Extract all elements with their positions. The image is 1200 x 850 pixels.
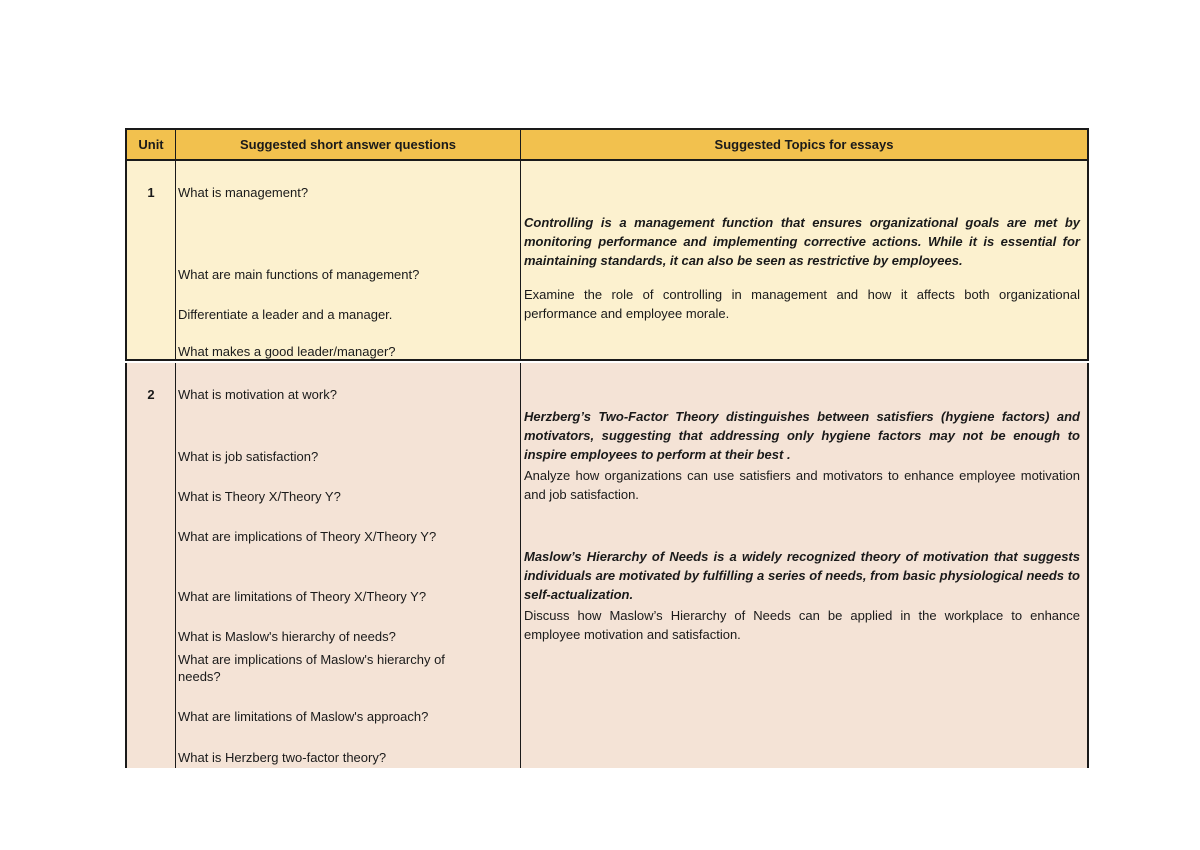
question-item: What are main functions of management? xyxy=(178,267,420,282)
question-item: What is motivation at work? xyxy=(178,387,337,402)
question-item: What are limitations of Theory X/Theory Y? xyxy=(178,589,427,604)
unit-number: 2 xyxy=(147,387,155,402)
header-questions: Suggested short answer questions xyxy=(240,137,456,152)
topic-statement: Controlling is a management function that ensures organizational goals are met by monitoring performance and implementing corrective actions. While it is essential for maintaining standards, it can also be seen as restrictive by employees. xyxy=(524,215,1080,268)
question-item: What is Maslow's hierarchy of needs? xyxy=(178,629,396,644)
header-topics: Suggested Topics for essays xyxy=(714,137,894,152)
column-divider xyxy=(175,161,176,359)
column-divider xyxy=(520,363,521,768)
topic-prompt: Discuss how Maslow’s Hierarchy of Needs can be applied in the workplace to enhance employee motivation and satisfaction. xyxy=(524,608,1080,642)
question-item: What makes a good leader/manager? xyxy=(178,344,396,359)
topic-statement: Maslow’s Hierarchy of Needs is a widely recognized theory of motivation that suggests individuals are motivated by fulfilling a series of needs, from basic physiological needs to self-actualization. xyxy=(524,549,1080,602)
question-item: What are limitations of Maslow's approach? xyxy=(178,709,429,724)
column-divider xyxy=(175,363,176,768)
question-item: What are implications of Theory X/Theory Y? xyxy=(178,529,437,544)
topic-prompt: Analyze how organizations can use satisfiers and motivators to enhance employee motivation and job satisfaction. xyxy=(524,468,1080,502)
question-item: What is Herzberg two-factor theory? xyxy=(178,750,387,765)
table-header-row xyxy=(125,128,1089,161)
essay-questions-table xyxy=(125,128,1089,768)
question-item: What are implications of Maslow's hierarchy of needs? xyxy=(178,652,445,684)
topic-statement: Herzberg’s Two-Factor Theory distinguishes between satisfiers (hygiene factors) and motivators, suggesting that addressing only hygiene factors may not be enough to inspire employees to perform at their best . xyxy=(524,409,1080,462)
topic-prompt: Examine the role of controlling in management and how it affects both organizational performance and employee morale. xyxy=(524,287,1080,321)
table-row-unit-2 xyxy=(125,363,1089,768)
column-divider xyxy=(520,161,521,359)
question-item: What is Theory X/Theory Y? xyxy=(178,489,341,504)
table-row-unit-1 xyxy=(125,161,1089,361)
header-unit: Unit xyxy=(138,137,164,152)
question-item: What is management? xyxy=(178,185,309,200)
question-item: Differentiate a leader and a manager. xyxy=(178,307,393,322)
question-item: What is job satisfaction? xyxy=(178,449,319,464)
unit-number: 1 xyxy=(147,185,155,200)
